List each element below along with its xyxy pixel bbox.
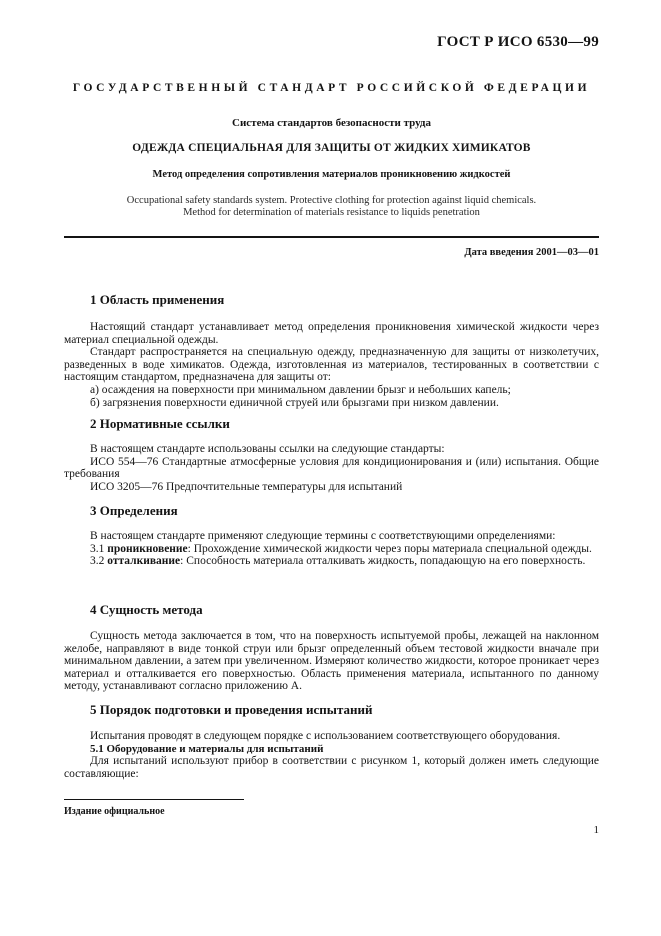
section-2-body <box>64 443 599 493</box>
page-number: 1 <box>593 824 599 836</box>
section-heading: 3 Определения <box>90 503 178 518</box>
section-2 <box>64 418 599 431</box>
definition-text: : Способность материала отталкивать жидкость, попадающую на его поверхность. <box>180 555 586 568</box>
introduction-date: Дата введения 2001—03—01 <box>464 247 599 258</box>
definition-item <box>64 555 599 568</box>
reference-item: ИСО 3205—76 Предпочтительные температуры для испытаний <box>90 480 403 493</box>
section-3-body <box>64 530 599 568</box>
reference-item: ИСО 554—76 Стандартные атмосферные условия для кондиционирования и (или) испытания. Общие требования <box>64 455 599 481</box>
list-item: б) загрязнения поверхности единичной струей или брызгами при низком давлении. <box>90 396 499 409</box>
paragraph: В настоящем стандарте применяют следующие термины с соответствующими определениями: <box>90 530 556 542</box>
document-subtitle: Метод определения сопротивления материалов проникновению жидкостей <box>152 169 511 180</box>
section-5-body <box>64 730 599 780</box>
subsection-heading: 5.1 Оборудование и материалы для испытаний <box>90 742 324 755</box>
english-title <box>64 195 599 219</box>
footer-divider <box>64 799 244 800</box>
state-standard-banner: ГОСУДАРСТВЕННЫЙ СТАНДАРТ РОССИЙСКОЙ ФЕДЕРАЦИИ <box>72 82 591 94</box>
english-title-line-1: Occupational safety standards system. Protective clothing for protection against liquid chemicals. <box>126 195 537 206</box>
section-4 <box>64 604 599 617</box>
paragraph: Настоящий стандарт устанавливает метод определения проникновения химической жидкости через материал специальной одежды. <box>64 321 599 346</box>
section-1 <box>64 294 599 307</box>
section-5 <box>64 704 599 717</box>
english-title-line-2: Method for determination of materials resistance to liquids penetration <box>183 207 480 218</box>
list-item: а) осаждения на поверхности при минимальном давлении брызг и небольших капель; <box>90 383 511 396</box>
section-heading: 2 Нормативные ссылки <box>90 416 230 431</box>
section-1-body <box>64 321 599 409</box>
section-heading: 4 Сущность метода <box>90 602 203 617</box>
gost-number: ГОСТ Р ИСО 6530—99 <box>437 34 599 50</box>
definition-term: отталкивание <box>107 555 181 568</box>
paragraph: Испытания проводят в следующем порядке с использованием соответствующего оборудования. <box>90 730 561 742</box>
section-heading: 5 Порядок подготовки и проведения испытаний <box>90 702 373 717</box>
official-edition-label: Издание официальное <box>64 806 165 817</box>
paragraph: Стандарт распространяется на специальную одежду, предназначенную для защиты от низколетучих, разведенных в воде химикатов. Одежда, изготовленная из материалов, тестированных в соответствии с настоящим стандартом, предназначена для защиты от: <box>64 346 599 384</box>
section-heading: 1 Область применения <box>90 292 225 307</box>
section-3 <box>64 505 599 518</box>
header-divider <box>64 236 599 238</box>
definition-number: 3.1 <box>90 542 105 555</box>
standards-system-title: Система стандартов безопасности труда <box>232 117 431 129</box>
paragraph: В настоящем стандарте использованы ссылки на следующие стандарты: <box>90 443 445 455</box>
definition-item <box>64 543 599 556</box>
definition-number: 3.2 <box>90 555 105 568</box>
definition-text: : Прохождение химической жидкости через поры материала специальной одежды. <box>187 542 592 555</box>
paragraph: Для испытаний используют прибор в соответствии с рисунком 1, который должен иметь следующие составляющие: <box>64 755 599 780</box>
document-title: ОДЕЖДА СПЕЦИАЛЬНАЯ ДЛЯ ЗАЩИТЫ ОТ ЖИДКИХ ХИМИКАТОВ <box>132 142 531 154</box>
paragraph: Сущность метода заключается в том, что на поверхность испытуемой пробы, лежащей на наклонном желобе, направляют в виде тонкой струи или брызг определенный объем тестовой жидкости вначале при минимальном давлении, а затем при увеличенном. Измеряют количество жидкости, которое проникает через материал и отталкивается его поверхностью. Область применения материала, испытанного по данному методу, устанавливают согласно приложению А. <box>64 630 599 693</box>
section-4-body <box>64 630 599 693</box>
definition-term: проникновение <box>107 542 188 555</box>
